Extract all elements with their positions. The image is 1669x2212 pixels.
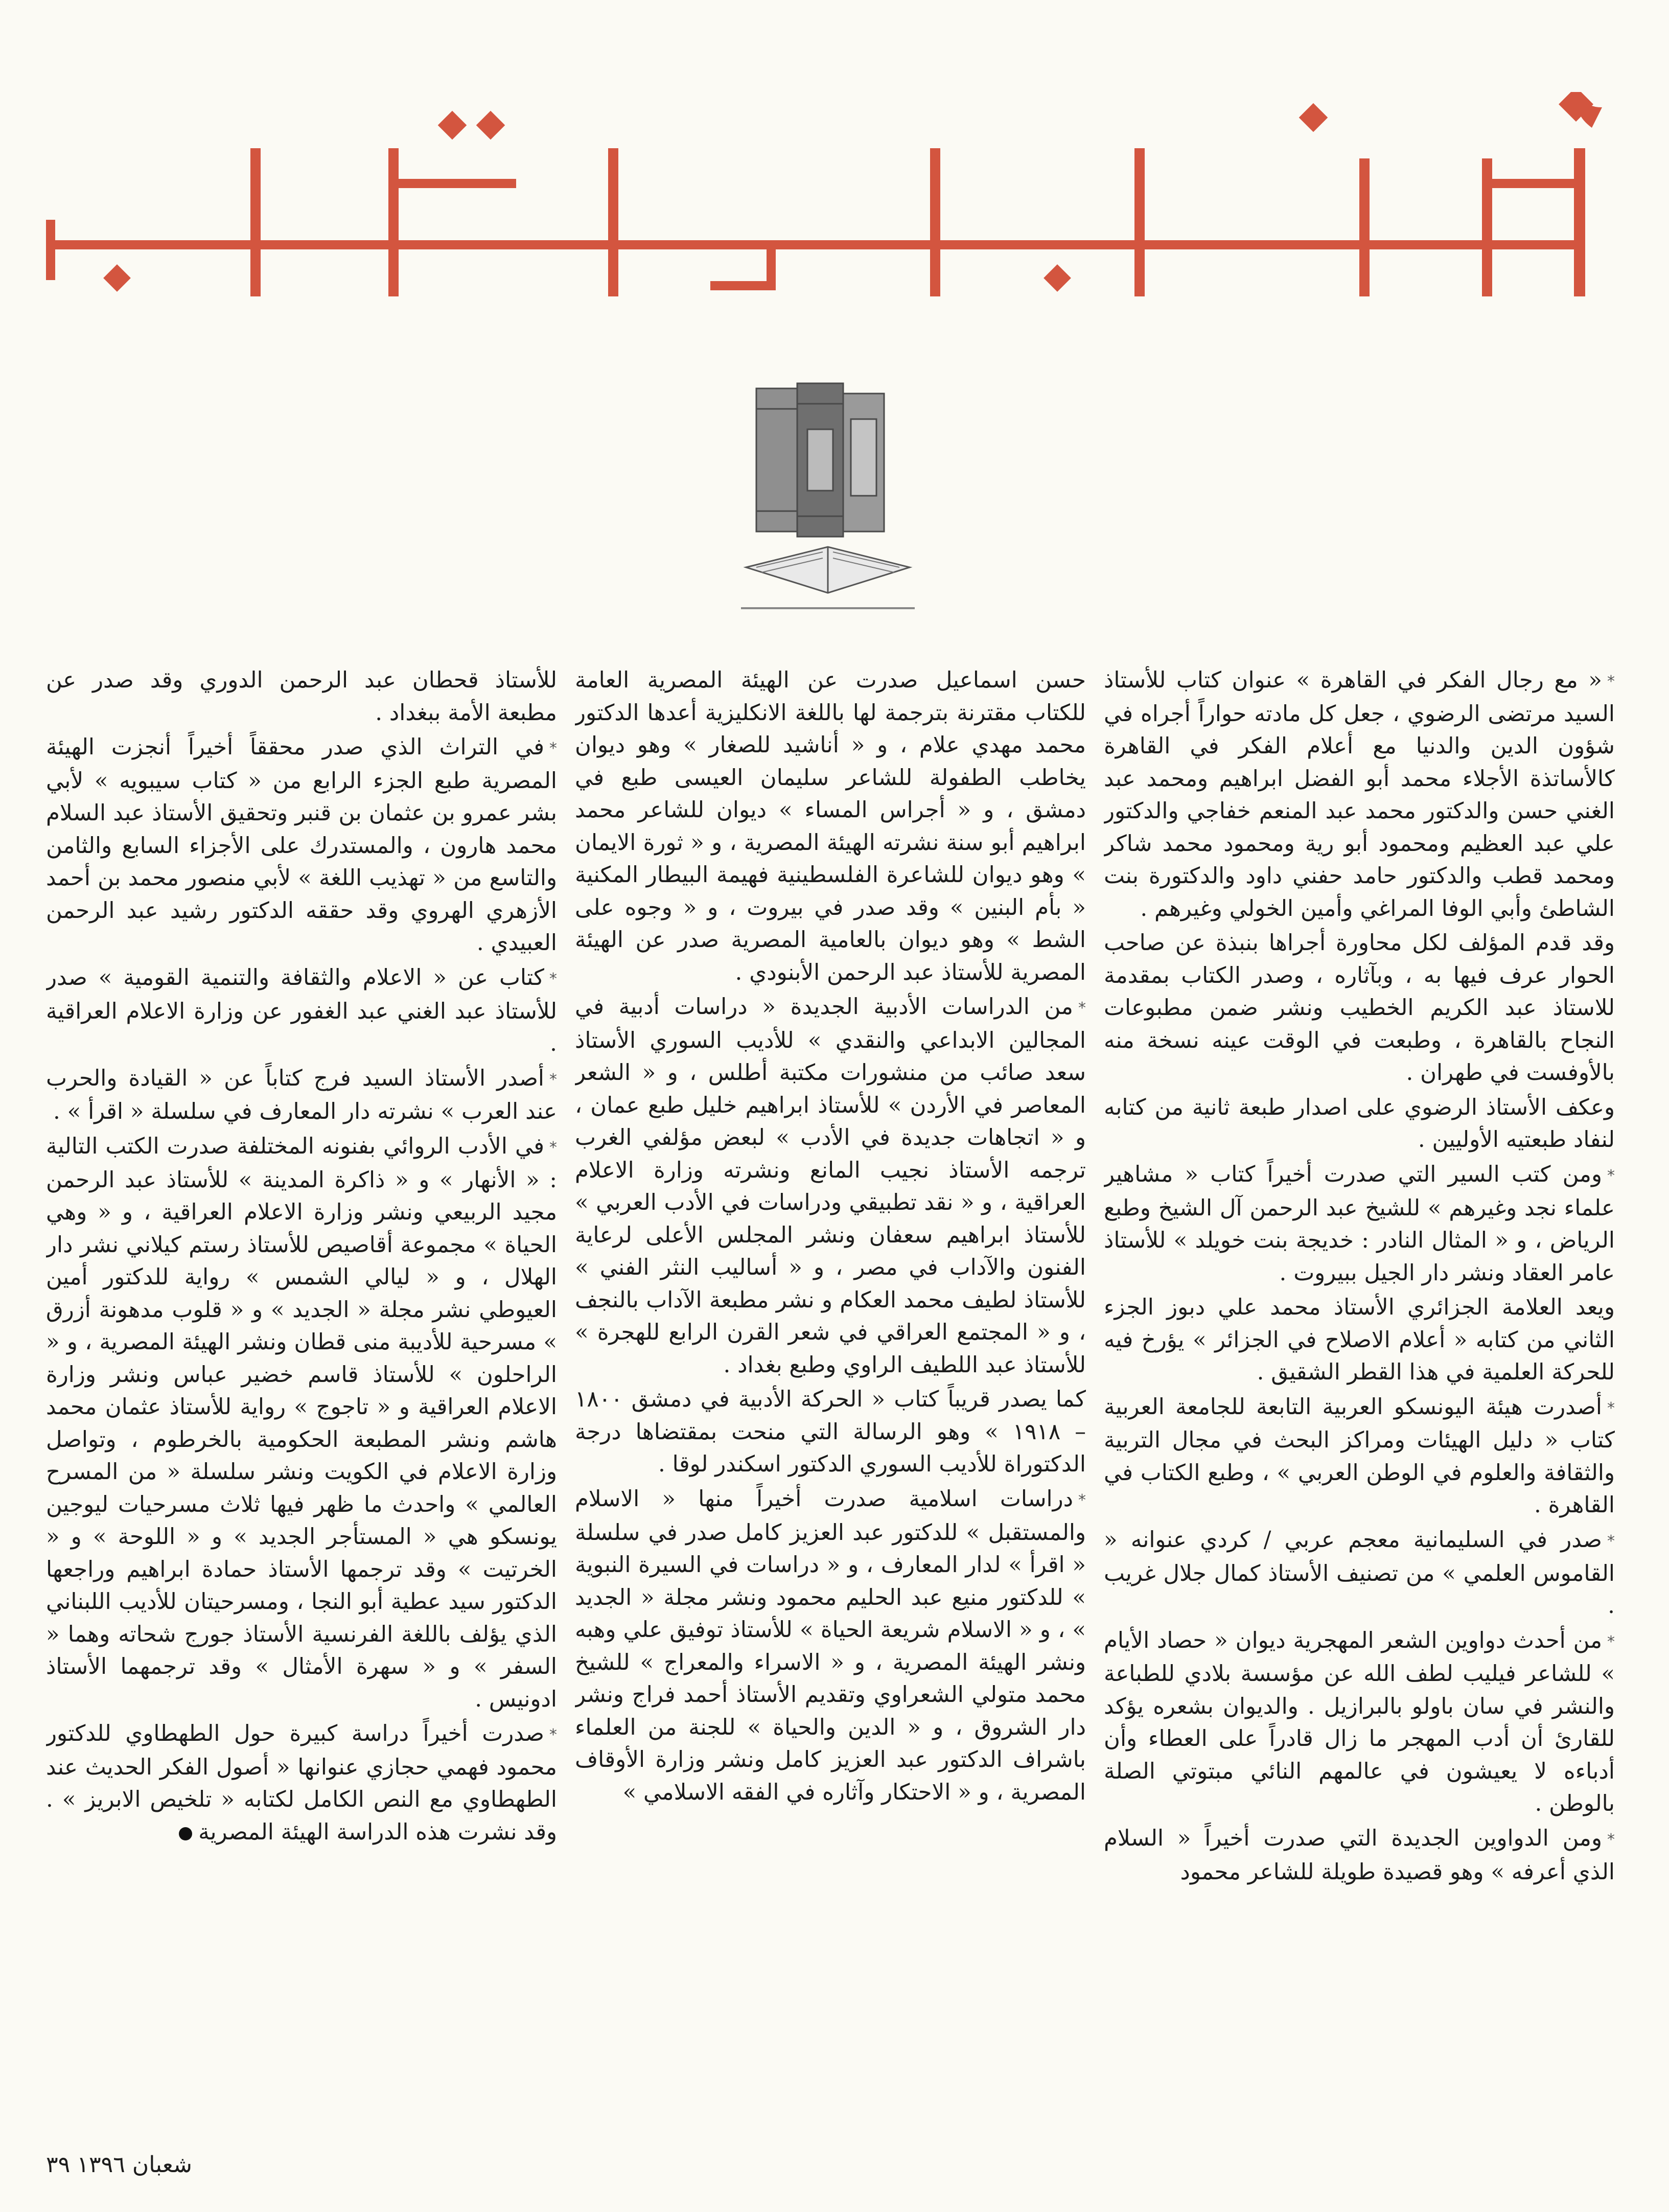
bullet-icon: * xyxy=(549,1139,557,1157)
bullet-icon: * xyxy=(1607,673,1615,691)
article-column-middle xyxy=(575,664,1086,2111)
news-text: وعكف الأستاذ الرضوي على اصدار طبعة ثانية من كتابه لنفاد طبعتيه الأوليين . xyxy=(1104,1094,1615,1153)
news-item xyxy=(1104,1524,1615,1623)
book-stack-illustration xyxy=(736,373,920,618)
news-item xyxy=(1104,1092,1615,1157)
news-text: ويعد العلامة الجزائري الأستاذ محمد علي دبوز الجزء الثاني من كتابه « أعلام الاصلاح في الجزائر » يؤرخ فيه للحركة العلمية في هذا القطر الشقيق . xyxy=(1104,1295,1615,1385)
news-text: أصدر الأستاذ السيد فرج كتاباً عن « القيادة والحرب عند العرب » نشرته دار المعارف في سلسلة « اقرأ » . xyxy=(46,1065,557,1125)
news-item xyxy=(46,1063,557,1128)
bullet-icon: * xyxy=(549,1726,557,1744)
news-item xyxy=(46,664,557,729)
news-item xyxy=(46,962,557,1061)
masthead xyxy=(31,92,1640,307)
bullet-icon: * xyxy=(1607,1167,1615,1185)
news-item xyxy=(1104,1391,1615,1522)
news-text: صدرت أخيراً دراسة كبيرة حول الطهطاوي للدكتور محمود فهمي حجازي عنوانها « أصول الفكر الحديث عند الطهطاوي مع النص الكامل لكتابه « تلخيص الابريز » . وقد نشرت هذه الدراسة الهيئة المصرية xyxy=(46,1721,557,1845)
news-item xyxy=(1104,1625,1615,1821)
news-item xyxy=(46,1131,557,1716)
news-text: كما يصدر قريباً كتاب « الحركة الأدبية في دمشق ١٨٠٠ – ١٩١٨ » وهو الرسالة التي منحت بمقتضاها درجة الدكتوراة للأديب السوري الدكتور اسكندر لوقا . xyxy=(575,1387,1086,1478)
bullet-icon: * xyxy=(1607,1532,1615,1550)
news-text: من الدراسات الأدبية الجديدة « دراسات أدبية في المجالين الابداعي والنقدي » للأديب السوري الأستاذ سعد صائب من منشورات مكتبة أطلس ، و « الشعر المعاصر في الأردن » للأستاذ ابراهيم خليل طبع عمان ، و « اتجاهات جديدة في الأدب » لبعض مؤلفي الغرب ترجمه الأستاذ نجيب المانع ونشرته وزارة الاعلام العراقية ، و « نقد تطبيقي ودراسات في الأدب العربي » للأستاذ ابراهيم سعفان ونشر المجلس الأعلى لرعاية الفنون والآداب في مصر ، و « أساليب النثر الفني » للأستاذ لطيف محمد العكام و نشر مطبعة الآداب بالنجف ، و « المجتمع العراقي في شعر القرن الرابع للهجرة » للأستاذ عبد اللطيف الراوي وطبع بغداد . xyxy=(575,994,1086,1378)
book-stack-icon xyxy=(736,373,920,618)
issue-date: شعبان ١٣٩٦ xyxy=(77,2152,192,2178)
news-item xyxy=(575,664,1086,989)
news-item xyxy=(575,1483,1086,1809)
bullet-icon: * xyxy=(1078,999,1086,1018)
news-item xyxy=(1104,927,1615,1090)
end-of-article-icon xyxy=(179,1827,192,1840)
news-text: في التراث الذي صدر محققاً أخيراً أنجزت الهيئة المصرية طبع الجزء الرابع من « كتاب سيبويه » لأبي بشر عمرو بن عثمان بن قنبر وتحقيق الأستاذ عبد السلام محمد هارون ، والمستدرك على الأجزاء السابع والثامن والتاسع من « تهذيب اللغة » لأبي منصور محمد بن أحمد الأزهري الهروي وقد حققه الدكتور رشيد عبد الرحمن العبيدي . xyxy=(46,734,557,956)
news-text: ومن كتب السير التي صدرت أخيراً كتاب « مشاهير علماء نجد وغيرهم » للشيخ عبد الرحمن آل الشيخ وطبع الرياض ، و « المثال النادر : خديجة بنت خويلد » للأستاذ عامر العقاد ونشر دار الجيل ببيروت . xyxy=(1104,1161,1615,1286)
news-text: في الأدب الروائي بفنونه المختلفة صدرت الكتب التالية : « الأنهار » و « ذاكرة المدينة » للأستاذ عبد الرحمن مجيد الربيعي ونشر وزارة الاعلام العراقية ، و « وهي الحياة » مجموعة أقاصيص للأستاذ رستم كيلاني نشر دار الهلال ، و « ليالي الشمس » رواية للدكتور أمين العيوطي نشر مجلة « الجديد » و « قلوب مدهونة أزرق » مسرحية للأديبة منى قطان ونشر الهيئة المصرية ، و « الراحلون » للأستاذ قاسم خضير عباس ونشر وزارة الاعلام العراقية و « تاجوج » رواية للأستاذ عثمان محمد هاشم ونشر المطبعة الحكومية بالخرطوم ، وتواصل وزارة الاعلام في الكويت ونشر سلسلة « من المسرح العالمي » واحدث ما ظهر فيها ثلاث مسرحيات ليوجين يونسكو هي « المستأجر الجديد » و « اللوحة » و « الخرتيت » وقد ترجمها الأستاذ حمادة ابراهيم وراجعها الدكتور سيد عطية أبو النجا ، ومسرحيتان للأديب اللبناني الذي يؤلف باللغة الفرنسية الأستاذ جورج شحاته وهما « السفر » و « سهرة الأمثال » وقد ترجمهما الأستاذ ادونيس . xyxy=(46,1133,557,1712)
news-item xyxy=(575,991,1086,1381)
news-item xyxy=(1104,1159,1615,1289)
news-text: كتاب عن « الاعلام والثقافة والتنمية القومية » صدر للأستاذ عبد الغني عبد الغفور عن وزارة الاعلام العراقية . xyxy=(46,964,557,1056)
masthead-calligraphy xyxy=(31,92,1640,307)
bullet-icon: * xyxy=(1607,1632,1615,1651)
news-text: من أحدث دواوين الشعر المهجرية ديوان « حصاد الأيام » للشاعر فيليب لطف الله عن مؤسسة بلادي للطباعة والنشر في سان باولو بالبرازيل . والديوان بشعره يؤكد للقارئ أن أدب المهجر ما زال قادراً على العطاء وأن أدباءه لا يعيشون في عالمهم النائي مبتوتي الصلة بالوطن . xyxy=(1104,1627,1615,1817)
news-text: دراسات اسلامية صدرت أخيراً منها « الاسلام والمستقبل » للدكتور عبد العزيز كامل صدر في سلسلة « اقرأ » لدار المعارف ، و « دراسات في السيرة النبوية » للدكتور منيع عبد الحليم محمود ونشر مجلة « الجديد » ، و « الاسلام شريعة الحياة » للأستاذ توفيق علي وهبه ونشر الهيئة المصرية ، و « الاسراء والمعراج » للشيخ محمد متولي الشعراوي وتقديم الأستاذ أحمد فراج ونشر دار الشروق ، و « الدين والحياة » للجنة من العلماء باشراف الدكتور عبد العزيز كامل ونشر وزارة الأوقاف المصرية ، و « الاحتكار وآثاره في الفقه الاسلامي » xyxy=(575,1486,1086,1805)
news-item xyxy=(1104,1292,1615,1389)
news-item xyxy=(46,1718,557,1849)
news-item xyxy=(1104,1823,1615,1888)
news-item xyxy=(575,1384,1086,1481)
bullet-icon: * xyxy=(1607,1399,1615,1417)
news-text: للأستاذ قحطان عبد الرحمن الدوري وقد صدر عن مطبعة الأمة ببغداد . xyxy=(46,667,557,726)
news-text: ومن الدواوين الجديدة التي صدرت أخيراً « السلام الذي أعرفه » وهو قصيدة طويلة للشاعر محمود xyxy=(1104,1825,1615,1885)
page-footer xyxy=(46,2152,1623,2187)
news-text: حسن اسماعيل صدرت عن الهيئة المصرية العامة للكتاب مقترنة بترجمة لها باللغة الانكليزية أعدها الدكتور محمد مهدي علام ، و « أناشيد للصغار » وهو ديوان يخاطب الطفولة للشاعر سليمان العيسى طبع في دمشق ، و « أجراس المساء » ديوان للشاعر محمد ابراهيم أبو سنة نشرته الهيئة المصرية ، و « ثورة الايمان » وهو ديوان للشاعرة الفلسطينية فهيمة البيطار المكنية « بأم البنين » وقد صدر في بيروت ، و « وجوه على الشط » وهو ديوان بالعامية المصرية صدر عن الهيئة المصرية للأستاذ عبد الرحمن الأبنودي . xyxy=(575,667,1086,985)
news-text: أصدرت هيئة اليونسكو العربية التابعة للجامعة العربية كتاب « دليل الهيئات ومراكز البحث في مجال التربية والثقافة والعلوم في الوطن العربي » ، وطبع الكتاب في القاهرة . xyxy=(1104,1394,1615,1518)
page-number: ٣٩ xyxy=(46,2152,71,2178)
bullet-icon: * xyxy=(549,740,557,758)
bullet-icon: * xyxy=(1607,1831,1615,1849)
bullet-icon: * xyxy=(549,1070,557,1089)
news-text: وقد قدم المؤلف لكل محاورة أجراها بنبذة عن صاحب الحوار عرف فيها به ، وبآثاره ، وصدر الكتاب بمقدمة للاستاذ عبد الكريم الخطيب ونشر ضمن مطبوعات النجاح بالقاهرة ، وطبعت في الوقت عينه نسخة منه بالأوفست في طهران . xyxy=(1104,930,1615,1086)
news-text: « مع رجال الفكر في القاهرة » عنوان كتاب للأستاذ السيد مرتضى الرضوي ، جعل كل مادته حواراً أجراه في شؤون الدين والدنيا مع أعلام الفكر في القاهرة كالأساتذة الأجلاء محمد أبو الفضل ابراهيم ومحمد عبد الغني حسن والدكتور محمد عبد المنعم خفاجي والدكتور علي عبد العظيم ومحمود أبو رية ومحمود محمد شاكر ومحمد قطب والدكتور حامد حفني داود والدكتورة بنت الشاطئ وأبي الوفا المراغي وأمين الخولي وغيرهم . xyxy=(1104,667,1615,921)
article-column-right xyxy=(1104,664,1615,2111)
article-column-left xyxy=(46,664,557,2111)
news-item xyxy=(46,731,557,960)
news-item xyxy=(1104,664,1615,925)
bullet-icon: * xyxy=(549,970,557,988)
news-text: صدر في السليمانية معجم عربي / كردي عنوانه « القاموس العلمي » من تصنيف الأستاذ كمال جلال غريب . xyxy=(1104,1527,1615,1619)
bullet-icon: * xyxy=(1078,1491,1086,1509)
